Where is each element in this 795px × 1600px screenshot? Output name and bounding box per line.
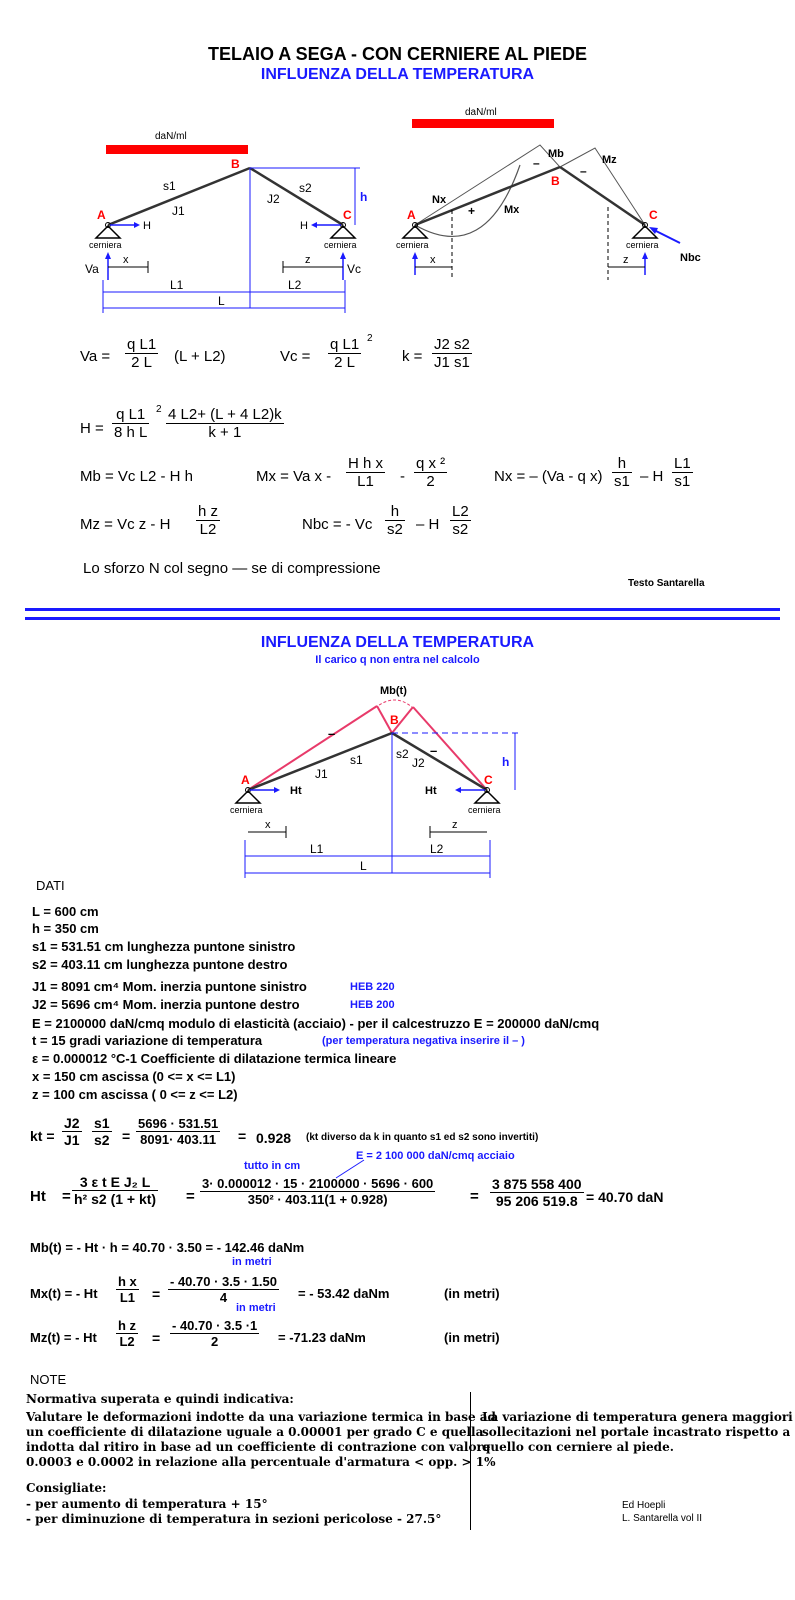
note-line: un coefficiente di dilatazione uguale a 0.00001 per grado C e quella: [26, 1425, 484, 1439]
dati-j1: J1 = 8091 cm⁴ Mom. inerzia puntone sinistro: [32, 979, 307, 994]
svg-text:L1: L1: [170, 278, 184, 292]
va-fraction: $\frac{\text{q L1}}{2 L}$: [127, 336, 157, 371]
svg-text:Ht: Ht: [290, 785, 302, 797]
svg-text:cerniera: cerniera: [230, 805, 263, 815]
kt-result: 0.928: [256, 1130, 292, 1146]
svg-text:A: A: [241, 773, 250, 787]
dati-eps: ε = 0.000012 °C-1 Coefficiente di dilatazione termica lineare: [32, 1051, 397, 1066]
ht-lhs: Ht: [30, 1188, 46, 1205]
svg-text:s2: s2: [396, 747, 409, 761]
svg-text:Nbc: Nbc: [680, 252, 701, 264]
svg-text:cerniera: cerniera: [89, 240, 122, 250]
note-line: - per aumento di temperatura + 15°: [26, 1497, 268, 1511]
section-separator: [25, 608, 780, 620]
dati-heading: DATI: [36, 878, 65, 893]
note-line: indotta dal ritiro in base ad un coefficiente di contrazione con valore: [26, 1440, 491, 1454]
author: L. Santarella vol II: [622, 1513, 703, 1524]
svg-text:x: x: [123, 254, 129, 266]
svg-text:x: x: [265, 819, 271, 831]
consigliate-label: Consigliate:: [26, 1481, 107, 1495]
h-formula-lhs: H =: [80, 420, 104, 437]
svg-text:Va: Va: [85, 262, 99, 276]
nbc-formula-lhs: Nbc = - Vc: [302, 516, 373, 533]
svg-text:A: A: [97, 208, 106, 222]
normativa-label: Normativa superata e quindi indicativa:: [26, 1392, 294, 1406]
svg-text:L: L: [360, 859, 367, 873]
section2-title: INFLUENZA DELLA TEMPERATURA: [260, 634, 535, 651]
svg-text:daN/ml: daN/ml: [465, 107, 497, 118]
svg-text:–: –: [533, 156, 540, 170]
note-right-line: quello con cerniere al piede.: [482, 1440, 674, 1454]
vc-fraction: $\frac{\text{q L1}}{2 L}$: [330, 336, 360, 371]
svg-text:L1: L1: [310, 842, 324, 856]
svg-text:A: A: [407, 208, 416, 222]
page-title: TELAIO A SEGA - CON CERNIERE AL PIEDE: [207, 44, 588, 64]
svg-text:J1: J1: [315, 767, 328, 781]
svg-text:C: C: [484, 773, 493, 787]
svg-text:Vc: Vc: [347, 262, 362, 276]
frame-diagram-loads: [0, 95, 400, 325]
svg-text:Ht: Ht: [425, 785, 437, 797]
svg-text:J2: J2: [267, 192, 280, 206]
dati-line: s2 = 403.11 cm lunghezza puntone destro: [32, 957, 288, 972]
mbt-formula: Mb(t) = - Ht · h = 40.70 · 3.50 = - 142.46 daNm: [30, 1240, 305, 1255]
dati-line: L = 600 cm: [32, 904, 99, 919]
svg-text:x: x: [430, 254, 436, 266]
svg-text:cerniera: cerniera: [324, 240, 357, 250]
svg-text:s2: s2: [299, 181, 312, 195]
dati-e: E = 2100000 daN/cmq modulo di elasticità (acciaio) - per il calcestruzzo E = 200000 daN/cmq: [32, 1016, 600, 1031]
dati-j2: J2 = 5696 cm⁴ Mom. inerzia puntone destro: [32, 997, 300, 1012]
distributed-load-bar: [106, 145, 248, 154]
mzt-lhs: Mz(t) = - Ht: [30, 1330, 97, 1345]
note-line: 0.0003 e 0.0002 in relazione alla percentuale d'armatura < opp. > 1%: [26, 1455, 496, 1469]
svg-text:+: +: [468, 204, 476, 218]
svg-text:z: z: [623, 254, 629, 266]
svg-text:Mx: Mx: [504, 204, 520, 216]
h-fraction-2: $\frac{4 L2+ (L + 4 L2)k}{k + 1}$: [168, 406, 282, 441]
svg-text:Nx: Nx: [432, 194, 447, 206]
kt-lhs: kt =: [30, 1128, 55, 1144]
section2-subtitle: Il carico q non entra nel calcolo: [315, 654, 480, 666]
k-fraction: $\frac{J2 s2}{J1 s1}$: [434, 336, 470, 371]
svg-text:C: C: [649, 208, 658, 222]
dati-x: x = 150 cm ascissa (0 <= x <= L1): [32, 1069, 236, 1084]
mx-formula-lhs: Mx = Va x -: [256, 468, 332, 485]
svg-text:Mb(t): Mb(t): [380, 685, 407, 697]
svg-text:z: z: [452, 819, 458, 831]
va-formula-lhs: Va =: [80, 348, 111, 365]
note-line: Valutare le deformazioni indotte da una variazione termica in base ad: [26, 1410, 496, 1424]
svg-text:H: H: [143, 220, 151, 232]
svg-text:B: B: [551, 174, 560, 188]
svg-text:–: –: [430, 743, 438, 758]
dati-line: s1 = 531.51 cm lunghezza puntone sinistro: [32, 939, 296, 954]
distributed-load-bar-2: [412, 119, 554, 128]
svg-text:L2: L2: [430, 842, 444, 856]
frame-diagram-temperature: [220, 680, 540, 880]
publisher: Ed Hoepli: [622, 1500, 666, 1511]
dati-z: z = 100 cm ascissa ( 0 <= z <= L2): [32, 1087, 238, 1102]
svg-text:h: h: [360, 190, 368, 204]
ht-result: = 40.70 daN: [586, 1189, 664, 1205]
note-heading: NOTE: [30, 1372, 67, 1387]
svg-text:J1: J1: [172, 204, 185, 218]
frame-diagram-moments: [390, 95, 795, 295]
h-fraction-1: $\frac{\text{q L1}}{\text{8 h L}}$: [114, 406, 148, 441]
svg-text:Mz: Mz: [602, 154, 617, 166]
svg-text:B: B: [390, 713, 399, 727]
dati-line: h = 350 cm: [32, 921, 99, 936]
svg-text:–: –: [328, 726, 336, 741]
svg-text:cerniera: cerniera: [396, 240, 429, 250]
svg-text:cerniera: cerniera: [468, 805, 501, 815]
note-divider: [470, 1392, 471, 1530]
note-right-line: La variazione di temperatura genera maggiori: [482, 1410, 793, 1424]
source-credit: Testo Santarella: [628, 578, 705, 589]
svg-text:s1: s1: [350, 753, 363, 767]
k-formula-lhs: k =: [402, 348, 423, 365]
note-line: - per diminuzione di temperatura in sezioni pericolose - 27.5°: [26, 1512, 442, 1526]
svg-text:L: L: [218, 294, 225, 308]
vc-formula-lhs: Vc =: [280, 348, 311, 365]
svg-text:h: h: [502, 755, 510, 769]
page-subtitle: INFLUENZA DELLA TEMPERATURA: [260, 66, 535, 83]
svg-text:–: –: [580, 164, 587, 178]
svg-text:H: H: [300, 220, 308, 232]
load-label: daN/ml: [155, 131, 187, 142]
mb-formula: Mb = Vc L2 - H h: [80, 468, 193, 485]
svg-text:B: B: [231, 157, 240, 171]
compression-note: Lo sforzo N col segno — se di compressione: [83, 560, 381, 577]
dati-t: t = 15 gradi variazione di temperatura: [32, 1033, 263, 1048]
svg-text:J2: J2: [412, 756, 425, 770]
svg-text:Mb: Mb: [548, 148, 564, 160]
mxt-lhs: Mx(t) = - Ht: [30, 1286, 98, 1301]
svg-text:C: C: [343, 208, 352, 222]
svg-text:cerniera: cerniera: [626, 240, 659, 250]
svg-text:z: z: [305, 254, 311, 266]
mz-formula-lhs: Mz = Vc z - H: [80, 516, 171, 533]
note-right-line: sollecitazioni nel portale incastrato rispetto a: [482, 1425, 791, 1439]
svg-text:L2: L2: [288, 278, 302, 292]
nx-formula-lhs: Nx = – (Va - q x): [494, 468, 603, 485]
svg-text:s1: s1: [163, 179, 176, 193]
